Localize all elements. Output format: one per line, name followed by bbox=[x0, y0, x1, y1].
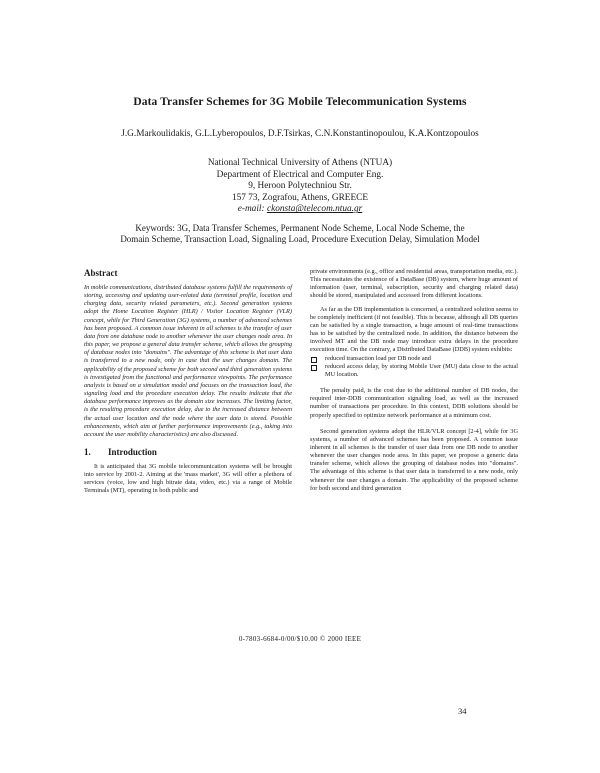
copyright-footer: 0-7803-6684-0/00/$10.00 © 2000 IEEE bbox=[238, 635, 362, 643]
affiliation-line: 157 73, Zografou, Athens, GREECE bbox=[231, 192, 369, 203]
right-column bbox=[310, 268, 518, 493]
section-number: 1. bbox=[84, 446, 91, 457]
list-item-text: reduced transaction load per DB node and bbox=[325, 354, 431, 362]
body-paragraph: The penalty paid, is the cost due to the additional number of DB nodes, the required inter-DDB communication signaling load, as well as the increased number of transactions per procedure. In this context, DDB solutions should be properly specified to optimize network performance at a minimum cost. bbox=[310, 387, 518, 419]
body-paragraph: As far as the DB implementation is concerned, a centralized solution seems to be completely inefficient (if not feasible). This is because, although all DB queries can be satisfied by a single transaction, a huge amount of real-time transactions has to be satisfied by the centralized node. In addition, the distance between the involved MT and the DB node may introduce extra delays in the procedure execution time. On the contrary, a Distributed DataBase (DDB) system exhibits: bbox=[310, 305, 518, 354]
body-paragraph: Second generation systems adopt the HLR/VLR concept [2-4], while for 3G systems, a number of advanced schemes has been proposed. A common issue inherent in all schemes is the transfer of user data from one DB node to another whenever the user changes node area. In this paper, we propose a generic data transfer scheme, which allows the grouping of database nodes into "domains". The advantage of this scheme is that user data is transferred to a new node, only whenever the user changes a domain. The applicability of the proposed scheme for both second and third generation bbox=[310, 427, 518, 492]
page-number: 34 bbox=[458, 706, 467, 716]
left-column bbox=[84, 268, 292, 496]
keywords-line: Domain Scheme, Transaction Load, Signaling Load, Procedure Execution Delay, Simulation Model bbox=[120, 234, 480, 244]
paper-title: Data Transfer Schemes for 3G Mobile Telecommunication Systems bbox=[133, 96, 467, 108]
affiliation-block bbox=[0, 158, 600, 216]
keywords-line: Keywords: 3G, Data Transfer Schemes, Permanent Node Scheme, Local Node Scheme, the bbox=[135, 223, 465, 233]
email-link[interactable]: ckonsta@telecom.ntua.gr bbox=[266, 204, 363, 215]
section-title: Introduction bbox=[108, 446, 157, 457]
abstract-heading: Abstract bbox=[84, 268, 118, 278]
keywords-block bbox=[0, 223, 600, 245]
affiliation-line: National Technical University of Athens (NTUA) bbox=[207, 158, 393, 168]
section-heading-introduction bbox=[84, 447, 292, 457]
list-item bbox=[310, 355, 518, 363]
intro-paragraph: It is anticipated that 3G mobile telecommunication systems will be brought into service by 2001-2. Aiming at the 'mass market', 3G will offer a plethora of services (voice, low and high bitrate data, video, etc.) via a range of Mobile Terminals (MT), operating in both public and bbox=[84, 462, 292, 495]
list-item-text: reduced access delay, by storing Mobile User (MU) data close to the actual MU location. bbox=[325, 362, 518, 378]
affiliation-line: 9, Heroon Polytechniou Str. bbox=[248, 181, 352, 192]
checkbox-bullet-icon bbox=[311, 357, 317, 363]
email-label: e-mail: bbox=[237, 204, 265, 215]
author-list: J.G.Markoulidakis, G.L.Lyberopoulos, D.F.Tsirkas, C.N.Konstantinopoulou, K.A.Kontzopoulos bbox=[121, 129, 479, 139]
body-paragraph: private environments (e.g., office and residential areas, transportation media, etc.). This necessitates the existence of a DataBase (DB) system, where huge amount of information (user, terminal, subscription, security and charging related data) should be stored, manipulated and accessed from different locations. bbox=[310, 268, 518, 300]
affiliation-line: Department of Electrical and Computer Eng. bbox=[216, 169, 384, 180]
list-item bbox=[310, 363, 518, 379]
bullet-list bbox=[310, 355, 518, 379]
email-line bbox=[0, 204, 600, 216]
abstract-text: In mobile communications, distributed database systems fulfill the requirements of storing, accessing and updating user-related data (terminal profile, location and charging data, security related parameters, etc.). Second generation systems adopt the Home Location Register (HLR) / Visitor Location Register (VLR) concept, while for Third Generation (3G) systems, a number of advanced schemes has been proposed. A common issue inherent in all schemes is the transfer of user data from one database node to another whenever the user changes node area. In this paper, we propose a general data transfer scheme, which allows the grouping of database nodes into "domains". The advantage of this scheme is that user data is transferred to a new node, only in case that the user changes domain. The applicability of the proposed scheme for both second and third generation systems is investigated from the functional and performance viewpoints. The performance analysis is based on a simulation model and focuses on the transaction load, the signaling load and the procedure execution delay. The results indicate that the database performance improves as the domain size increases. The limiting factor, is the resulting procedure execution delay, due to the increased distance between the actual user location and the node where the user data is stored. Possible enhancements, which aim at further performance improvements (e.g., taking into account the user mobility characteristics) are also discussed. bbox=[84, 284, 292, 438]
checkbox-bullet-icon bbox=[311, 365, 317, 371]
